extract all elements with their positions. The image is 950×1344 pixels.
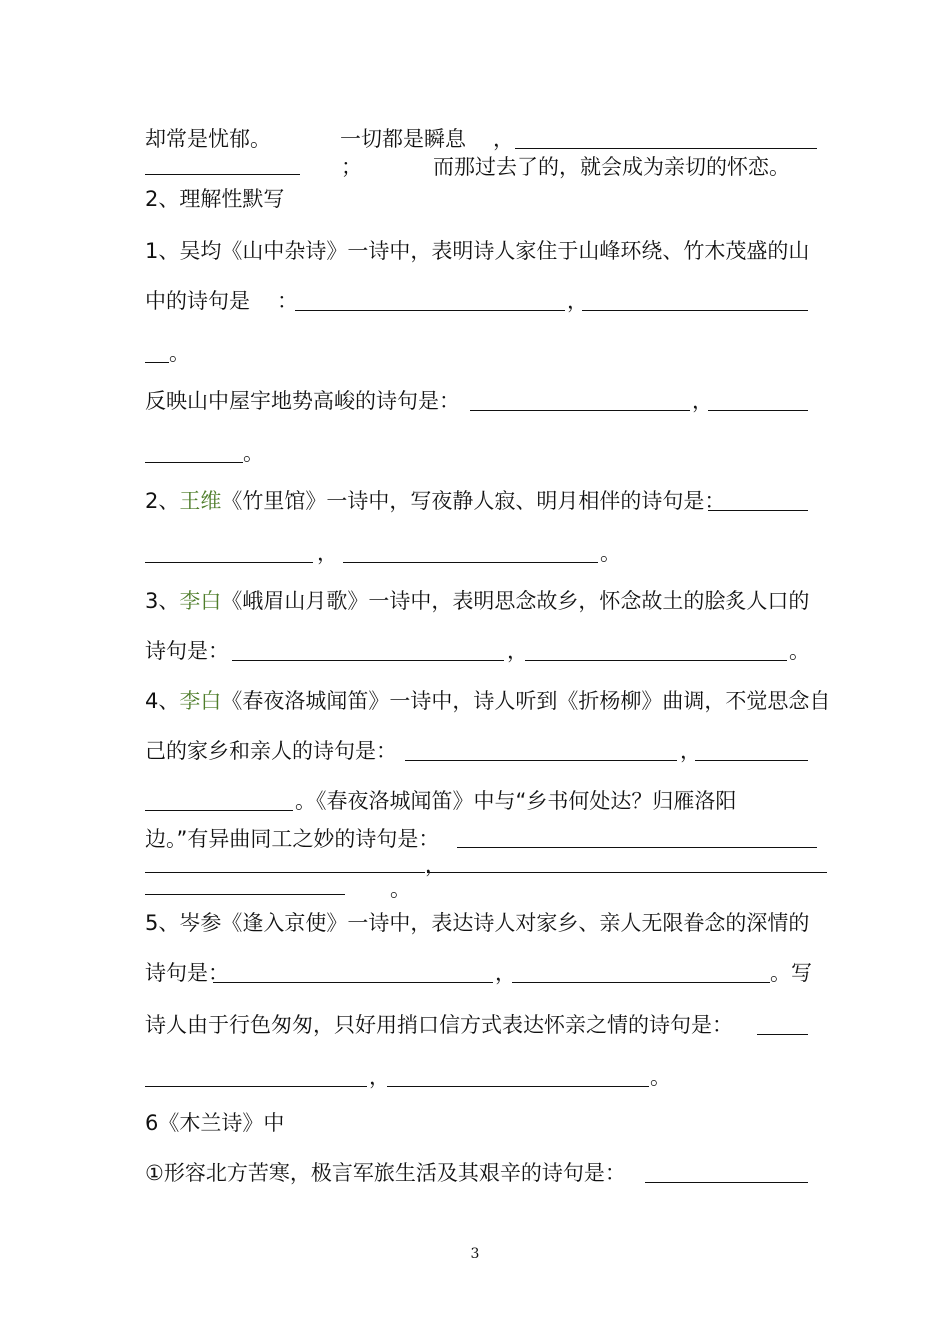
intro-text-3: 而那过去了的，就会成为亲切的怀恋。 <box>433 155 790 179</box>
q6-sub1: ①形容北方苦寒，极言军旅生活及其艰辛的诗句是： <box>145 1161 626 1185</box>
q2-line-1 <box>145 486 810 516</box>
q5-line-1 <box>145 908 810 938</box>
intro-text-2: 一切都是瞬息 <box>340 127 466 151</box>
answer-blank[interactable] <box>708 509 808 511</box>
q1-line-2 <box>145 286 810 316</box>
answer-blank[interactable] <box>145 561 313 563</box>
answer-blank[interactable] <box>343 561 598 563</box>
q3-text-b: 诗句是： <box>145 639 229 663</box>
q4-line-2 <box>145 736 810 766</box>
q6-title: 6《木兰诗》中 <box>145 1111 285 1135</box>
q2-end: 。 <box>600 541 621 565</box>
answer-blank[interactable] <box>295 309 565 311</box>
q2-text-a: 《竹里馆》一诗中，写夜静人寂、明月相伴的诗句是： <box>221 489 726 513</box>
q4-comma: ， <box>680 739 701 763</box>
q5-number: 5、 <box>145 911 180 935</box>
q4-e-comma: ， <box>425 853 446 877</box>
q1-number: 1、 <box>145 239 180 263</box>
q3-number: 3、 <box>145 589 180 613</box>
q4-line-1 <box>145 686 831 716</box>
q1-text-b: 中的诗句是 <box>145 289 250 313</box>
q4-text-d: 边。”有异曲同工之妙的诗句是： <box>145 827 440 851</box>
q5-line-2 <box>145 958 810 988</box>
intro-comma: ， <box>493 127 514 151</box>
q1-line-3 <box>145 338 810 368</box>
answer-blank[interactable] <box>213 981 493 983</box>
q3-author: 李白 <box>179 589 222 613</box>
section-title: 2、理解性默写 <box>145 187 285 211</box>
answer-blank[interactable] <box>695 759 808 761</box>
answer-blank[interactable] <box>145 461 243 463</box>
q1-comma: ， <box>567 289 588 313</box>
answer-blank[interactable] <box>582 309 808 311</box>
intro-line-1 <box>145 124 810 154</box>
answer-blank[interactable] <box>645 1181 808 1183</box>
q3-comma: ， <box>507 639 528 663</box>
q2-comma: ， <box>317 541 338 565</box>
answer-blank[interactable] <box>405 759 677 761</box>
q2-author: 王维 <box>179 489 222 513</box>
answer-blank[interactable] <box>145 173 300 175</box>
intro-line-2 <box>145 152 810 182</box>
answer-blank[interactable] <box>457 846 817 848</box>
answer-blank[interactable] <box>512 981 770 983</box>
q3-text-a: 《峨眉山月歌》一诗中，表明思念故乡，怀念故土的脍炙人口的 <box>221 589 810 613</box>
q1-end: 。 <box>169 341 190 365</box>
answer-blank[interactable] <box>145 1085 367 1087</box>
q3-end: 。 <box>789 639 810 663</box>
answer-blank[interactable] <box>708 409 808 411</box>
answer-blank[interactable] <box>387 1085 649 1087</box>
q1-c-end: 。 <box>243 441 264 465</box>
q4-author: 李白 <box>179 689 222 713</box>
q5-line-4 <box>145 1062 810 1092</box>
answer-blank[interactable] <box>515 147 817 149</box>
q5-end: 。 <box>650 1065 671 1089</box>
q5-text-a: 岑参《逢入京使》一诗中，表达诗人对家乡、亲人无限眷念的深情的 <box>179 911 810 935</box>
q1-colon: ： <box>277 289 298 313</box>
answer-blank[interactable] <box>145 809 293 811</box>
answer-blank[interactable] <box>470 409 690 411</box>
q1-c-comma: ， <box>692 389 713 413</box>
q4-number: 4、 <box>145 689 180 713</box>
q5-text-d: 诗人由于行色匆匆，只好用捎口信方式表达怀亲之情的诗句是： <box>145 1013 733 1037</box>
page-number: 3 <box>470 1246 480 1262</box>
q5-text-c: 。写 <box>770 961 812 985</box>
q4-text-a: 《春夜洛城闻笛》一诗中，诗人听到《折杨柳》曲调，不觉思念自 <box>221 689 831 713</box>
q1-text-a: 吴均《山中杂诗》一诗中，表明诗人家住于山峰环绕、竹木茂盛的山 <box>179 239 810 263</box>
q4-text-b: 己的家乡和亲人的诗句是： <box>145 739 397 763</box>
intro-semicolon: ； <box>341 155 362 179</box>
q5-text-b: 诗句是： <box>145 961 229 985</box>
answer-blank[interactable] <box>145 893 345 895</box>
q3-line-1 <box>145 586 810 616</box>
q5-line-3 <box>145 1010 810 1040</box>
answer-blank[interactable] <box>232 659 504 661</box>
q5-comma: ， <box>495 961 516 985</box>
q4-line-3 <box>145 786 810 816</box>
q3-line-2 <box>145 636 810 666</box>
intro-text-1: 却常是忧郁。 <box>145 127 271 151</box>
q1-line-4 <box>145 386 810 416</box>
q1-line-5 <box>145 438 810 468</box>
answer-blank[interactable] <box>145 361 169 363</box>
q4-line-6 <box>145 874 810 904</box>
q1-line-1 <box>145 236 810 266</box>
answer-blank[interactable] <box>145 871 425 873</box>
q2-line-2 <box>145 538 810 568</box>
q6-line-1 <box>145 1158 810 1188</box>
answer-blank[interactable] <box>427 871 827 873</box>
answer-blank[interactable] <box>757 1033 808 1035</box>
q5-e-comma: ， <box>369 1065 390 1089</box>
q4-end: 。 <box>390 877 411 901</box>
q4-text-c: 。《春夜洛城闻笛》中与“乡书何处达？归雁洛阳 <box>295 789 737 813</box>
q1-text-c: 反映山中屋宇地势高峻的诗句是： <box>145 389 460 413</box>
q2-number: 2、 <box>145 489 180 513</box>
answer-blank[interactable] <box>525 659 787 661</box>
